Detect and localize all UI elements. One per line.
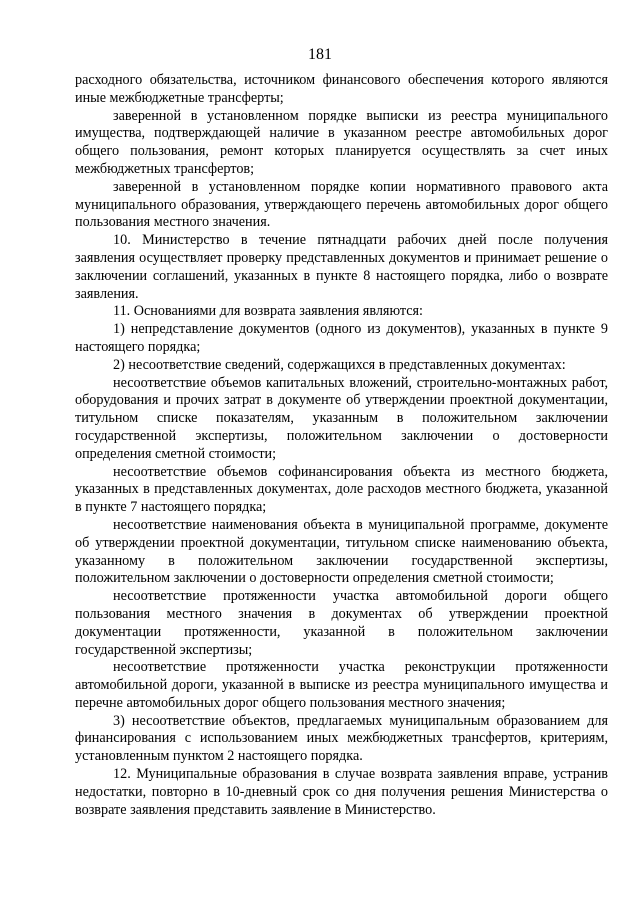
paragraph-legal-act-copy: заверенной в установленном порядке копии нормативного правового акта муниципального образования, утверждающего перечень автомобильных дорог общего пользования местного значения. [75, 178, 608, 231]
paragraph-clause-11-item-3: 3) несоответствие объектов, предлагаемых муниципальным образованием для финансирования с использованием иных межбюджетных трансфертов, критериям, установленным пунктом 2 настоящего порядка. [75, 712, 608, 765]
document-body [75, 72, 608, 819]
paragraph-registry-extract: заверенной в установленном порядке выписки из реестра муниципального имущества, подтверждающей наличие в указанном реестре автомобильных дорог общего пользования, ремонт которых планируется осуществлять за счет иных межбюджетных трансфертов; [75, 107, 608, 177]
paragraph-clause-10: 10. Министерство в течение пятнадцати рабочих дней после получения заявления осуществляет проверку представленных документов и принимает решение о заключении соглашений, указанных в пункте 8 настоящего порядка, либо о возврате заявления. [75, 232, 608, 302]
paragraph-clause-11-item-1: 1) непредставление документов (одного из документов), указанных в пункте 9 настоящего порядка; [75, 321, 608, 355]
paragraph-mismatch-road-length: несоответствие протяженности участка автомобильной дороги общего пользования местного значения в документах об утверждении проектной документации протяженности, указанной в положительном заключении государственной экспертизы; [75, 588, 608, 658]
paragraph-clause-11: 11. Основаниями для возврата заявления являются: [113, 303, 423, 320]
paragraph-clause-11-item-2: 2) несоответствие сведений, содержащихся в представленных документах: [113, 356, 566, 373]
paragraph-mismatch-cofinancing: несоответствие объемов софинансирования объекта из местного бюджета, указанных в представленных документах, доле расходов местного бюджета, указанной в пункте 7 настоящего порядка; [75, 463, 608, 516]
paragraph-mismatch-reconstruction-length: несоответствие протяженности участка реконструкции протяженности автомобильной дороги, указанной в выписке из реестра муниципального имущества и перечне автомобильных дорог общего пользования местного значения; [75, 659, 608, 711]
paragraph-mismatch-capital-investments: несоответствие объемов капитальных вложений, строительно-монтажных работ, оборудования и прочих затрат в документе об утверждении проектной документации, титульном списке показателям, указанным в положительном заключении государственной экспертизы, положительном заключении о достоверности определения сметной стоимости; [75, 374, 608, 462]
paragraph-clause-12: 12. Муниципальные образования в случае возврата заявления вправе, устранив недостатки, повторно в 10-дневный срок со дня получения решения Министерства о возврате заявления представить заявление в Министерство. [75, 766, 608, 818]
page-number: 181 [308, 46, 332, 63]
paragraph-mismatch-object-name: несоответствие наименования объекта в муниципальной программе, документе об утверждении проектной документации, титульном списке наименованию объекта, указанному в положительном заключении государственной экспертизы, положительном заключении о достоверности определения сметной стоимости; [75, 516, 608, 587]
paragraph-continuation: расходного обязательства, источником финансового обеспечения которого являются иные межбюджетные трансферты; [75, 72, 608, 106]
